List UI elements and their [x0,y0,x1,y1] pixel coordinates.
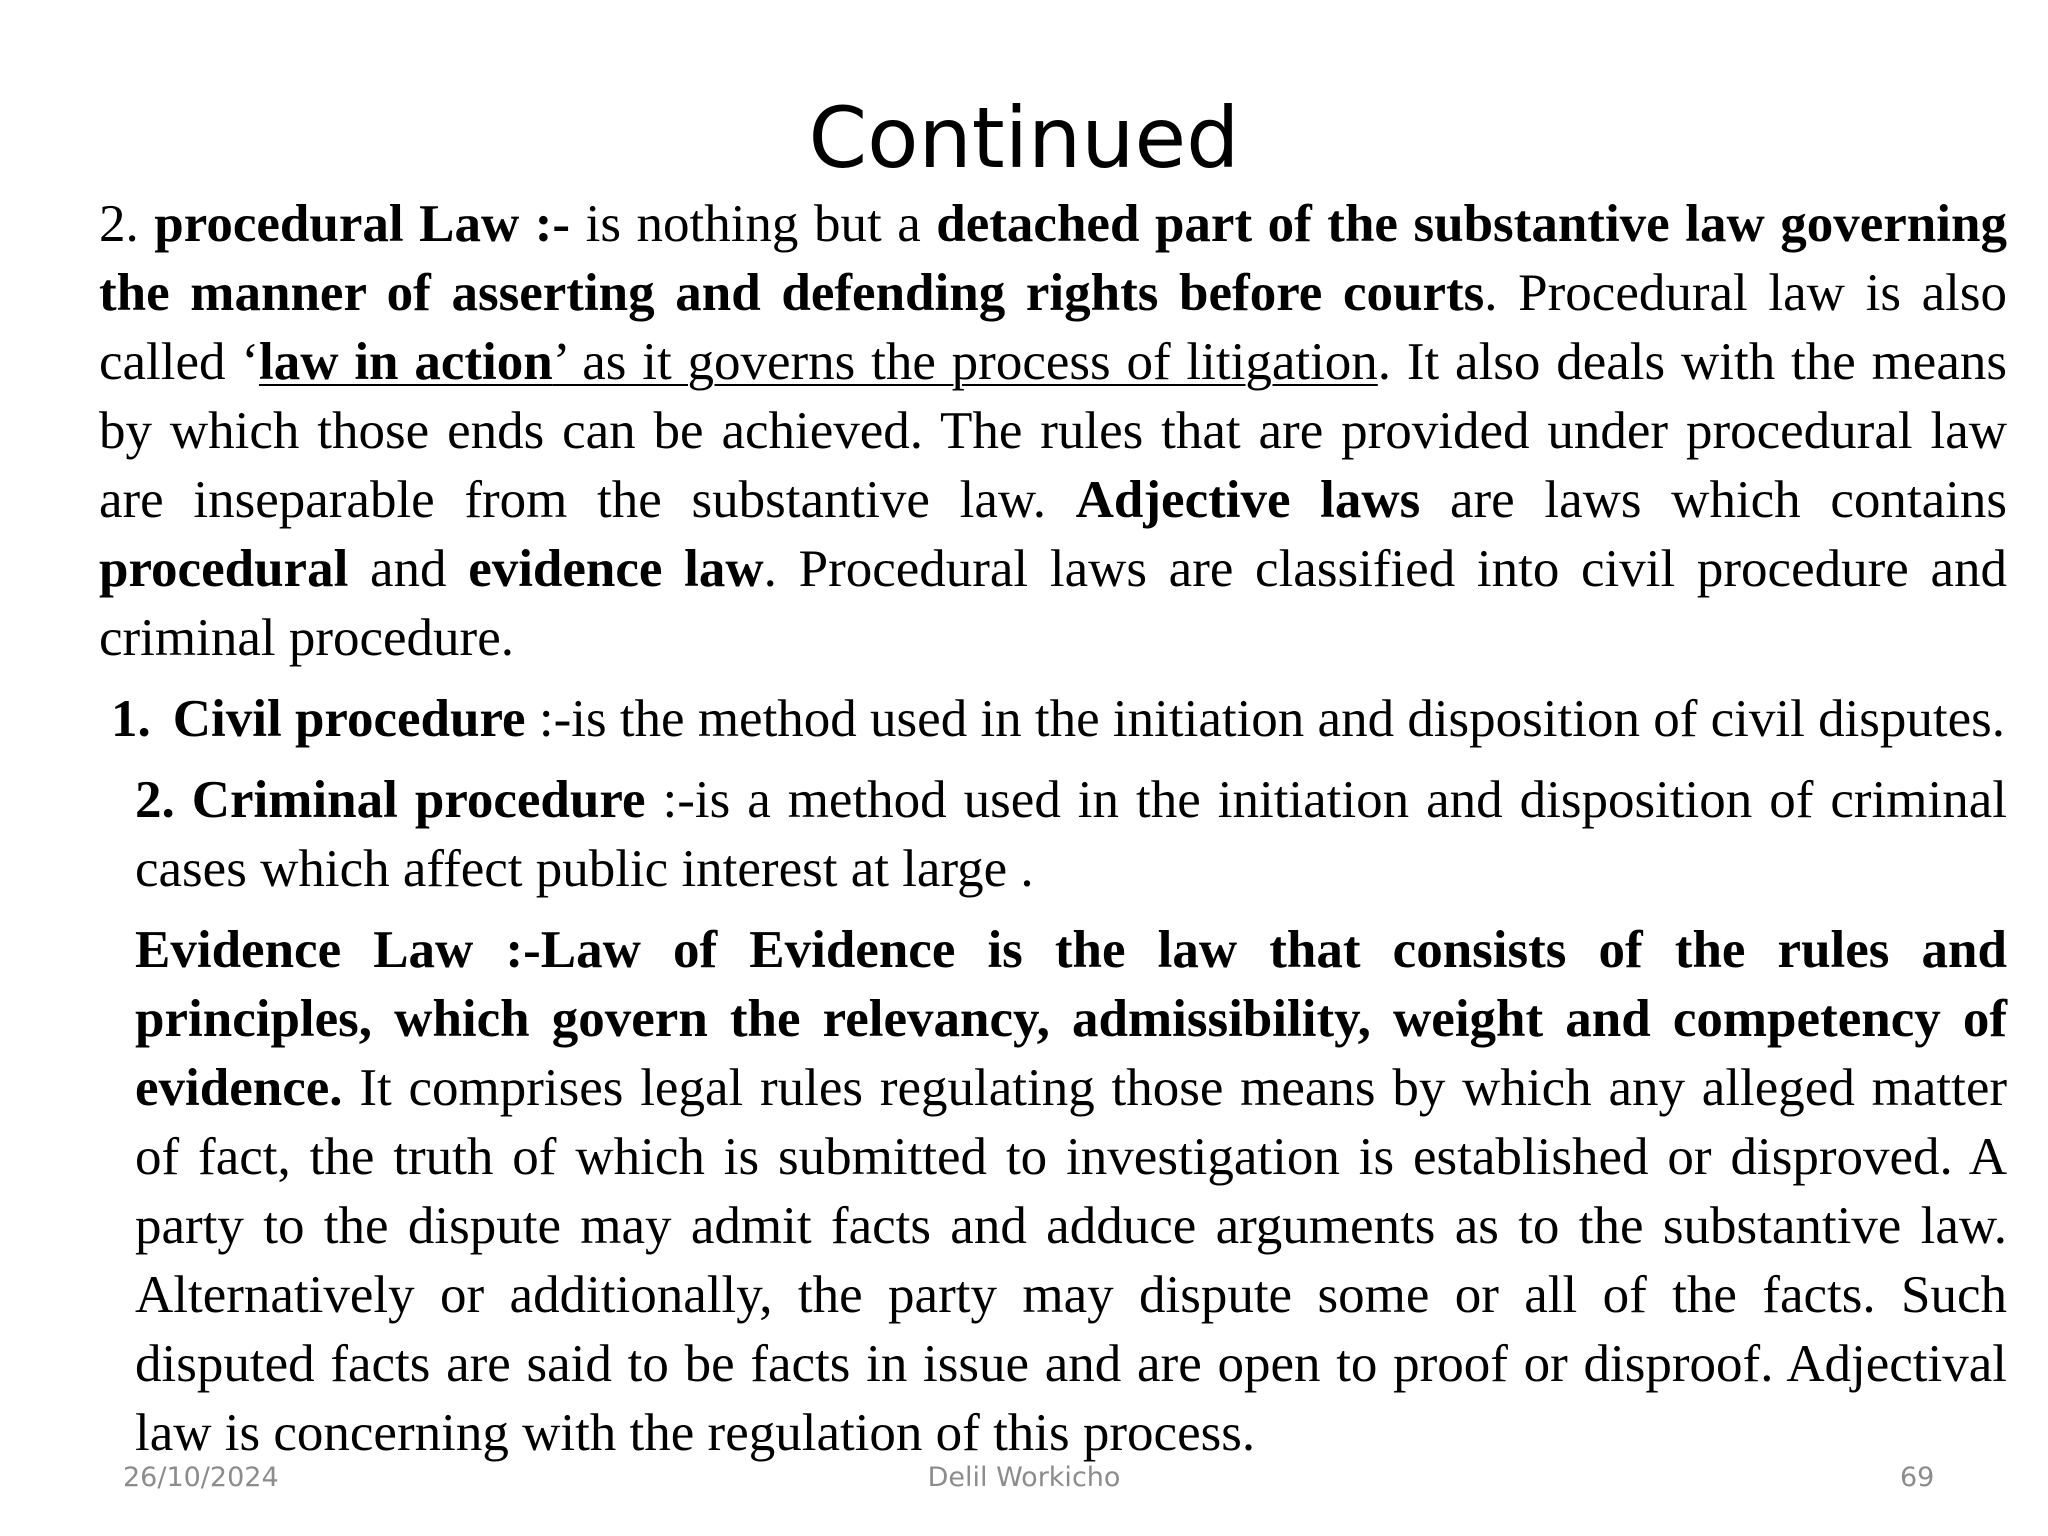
adjective-laws-term: Adjective laws [1075,471,1421,529]
footer-date: 26/10/2024 [123,1462,279,1493]
text-span: and [348,540,469,598]
evidence-law-term: evidence law [468,540,764,598]
text-span: is nothing but a [570,195,937,253]
procedural-term: procedural [99,540,349,598]
slide-title: Continued [808,89,1240,187]
text-span: are laws which contains [1420,471,2007,529]
paragraph-number: 2. [99,195,155,253]
text-span: . Procedural laws are classified into civil procedure and criminal procedure. [99,540,2007,667]
text-span: :-is the method used in the initiation and disposition of civil disputes. [525,690,2006,748]
civil-procedure-term: Civil procedure [172,690,526,748]
procedural-law-definition: detached part of the substantive law governing the manner of asserting and defending rights before courts [99,195,2007,322]
item-number: 2. [135,771,192,829]
text-span: ‘ [241,333,259,391]
footer-author: Delil Workicho [927,1462,1121,1493]
text-span: ’ as it governs the process of litigation [552,333,1378,391]
slide-number: 69 [1900,1462,1935,1493]
civil-procedure-item [99,685,2007,754]
criminal-procedure-term: Criminal procedure [191,771,646,829]
text-span: It comprises legal rules regulating those means by which any alleged matter of fact, the truth of which is submitted to investigation is established or disproved. A party to the dispute may admit facts and adduce arguments as to the substantive law. Alternatively or additionally, the party may dispute some or all of the facts. Such disputed facts are said to be facts in issue and are open to proof or disproof. Adjectival law is concerning with the regulation of this process. [135,1059,2007,1462]
law-in-action-underline [259,333,1378,391]
law-in-action-term: law in action [259,333,553,391]
slide-body [99,190,2007,1468]
text-span: :-is a method used in the initiation and disposition of criminal cases which affect public interest at large . [135,771,2008,898]
evidence-law-definition: Evidence Law :-Law of Evidence is the law that consists of the rules and principles, which govern the relevancy, admissibility, weight and competency of evidence. [135,921,2007,1117]
text-span: . Procedural law is also called [99,264,2007,391]
text-span: . It also deals with the means by which those ends can be achieved. The rules that are provided under procedural law are inseparable from the substantive law. [99,333,2007,529]
criminal-procedure-item [99,766,2007,904]
procedural-law-term: procedural Law :- [154,195,571,253]
evidence-law-paragraph [99,916,2007,1468]
procedural-law-paragraph [99,190,2007,673]
item-number: 1. [111,690,151,748]
